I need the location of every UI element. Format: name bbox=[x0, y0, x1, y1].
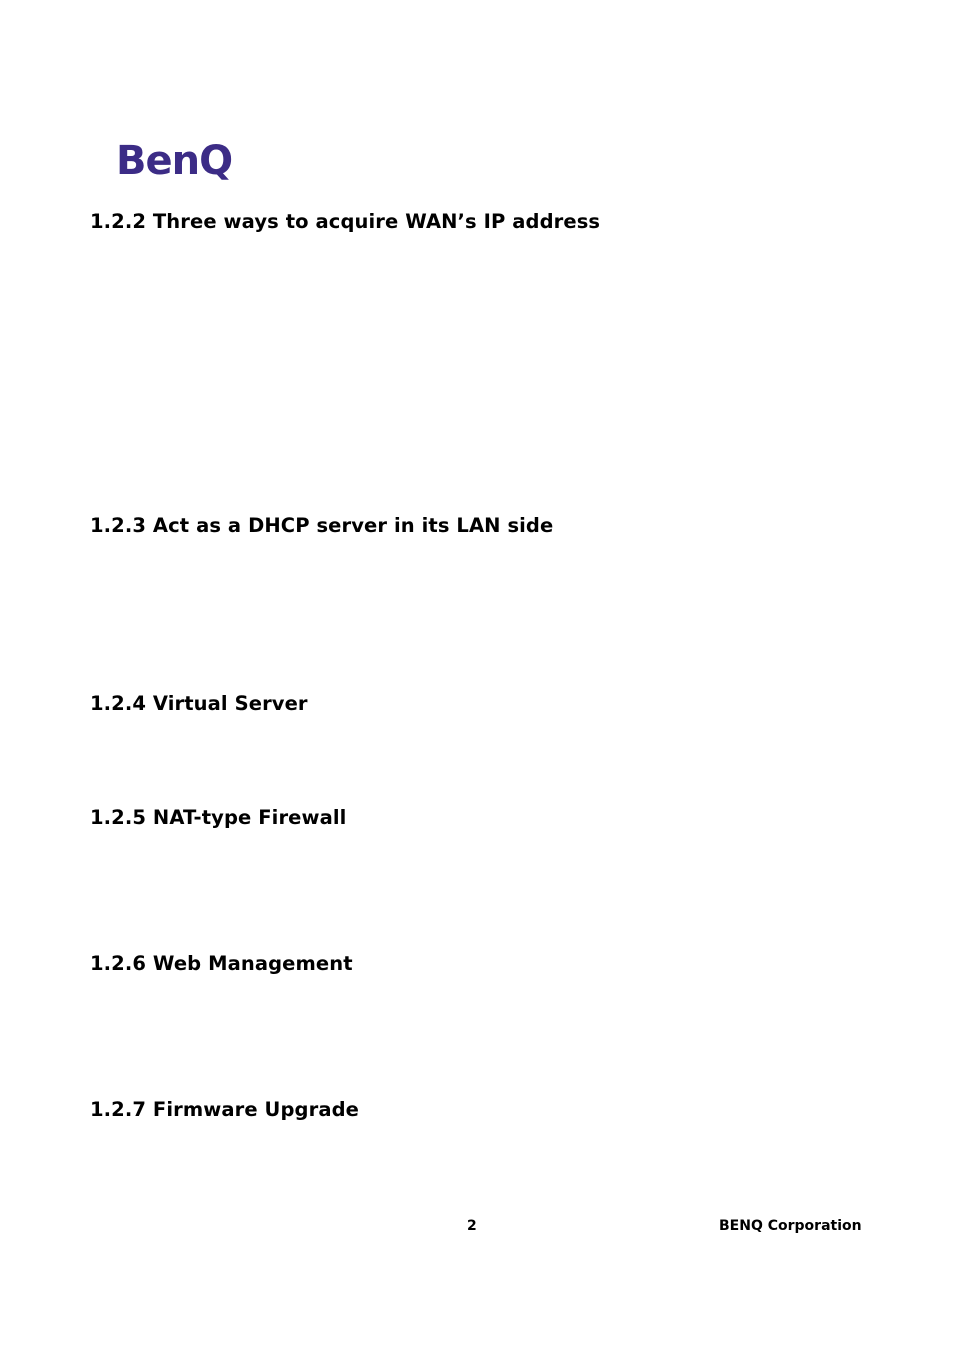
section-heading-virtual-server: 1.2.4 Virtual Server bbox=[90, 692, 308, 715]
logo-wordmark: BenQ bbox=[116, 138, 233, 184]
benq-logo-icon bbox=[116, 138, 250, 184]
section-heading-dhcp-server: 1.2.3 Act as a DHCP server in its LAN side bbox=[90, 514, 554, 537]
section-heading-nat-firewall: 1.2.5 NAT-type Firewall bbox=[90, 806, 347, 829]
page-number: 2 bbox=[467, 1218, 477, 1234]
benq-logo bbox=[116, 138, 250, 184]
section-heading-wan-ip: 1.2.2 Three ways to acquire WAN’s IP address bbox=[90, 210, 601, 233]
footer-company: BENQ Corporation bbox=[719, 1218, 862, 1234]
section-heading-firmware-upgrade: 1.2.7 Firmware Upgrade bbox=[90, 1098, 359, 1121]
section-heading-web-management: 1.2.6 Web Management bbox=[90, 952, 353, 975]
